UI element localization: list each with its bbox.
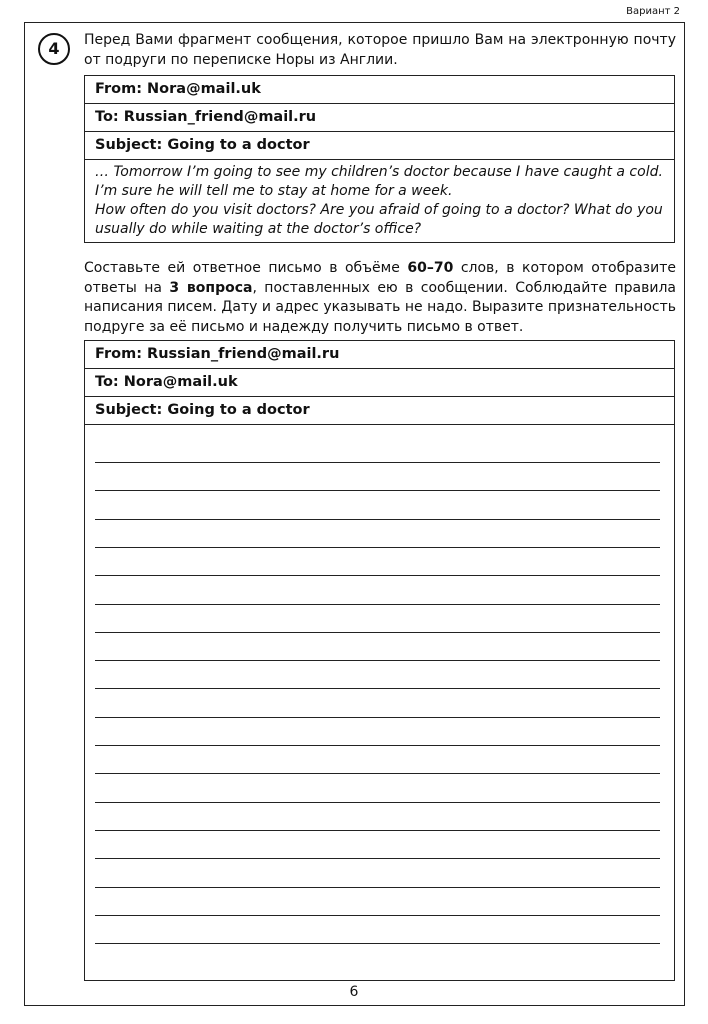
incoming-body-questions: How often do you visit doctors? Are you afraid of going to a doctor? What do you usually do while waiting at the doctor’s office? [95, 202, 663, 237]
answer-line[interactable] [95, 773, 660, 774]
answer-line[interactable] [95, 887, 660, 888]
task-number-badge: 4 [38, 33, 70, 65]
instr-part3: , поставленных ею в сообщении. Соблюдайте правила написания писем. Дату и адрес указывать не надо. Выразите признательность подруге за её письмо и надежду получить письмо в ответ. [84, 279, 676, 335]
answer-line[interactable] [95, 490, 660, 491]
answer-line[interactable] [95, 830, 660, 831]
incoming-to: To: Russian_friend@mail.ru [85, 104, 674, 132]
incoming-body [85, 160, 674, 242]
reply-from: From: Russian_friend@mail.ru [85, 341, 674, 369]
incoming-email [84, 75, 675, 243]
incoming-body-paragraph: … Tomorrow I’m going to see my children’s doctor because I have caught a cold. I’m sure he will tell me to stay at home for a week. [95, 164, 663, 199]
reply-subject: Subject: Going to a doctor [85, 397, 674, 425]
instr-question-count: 3 вопроса [169, 279, 253, 296]
instr-part1: Составьте ей ответное письмо в объёме [84, 260, 408, 276]
answer-line[interactable] [95, 858, 660, 859]
instr-part2: слов, в котором отобразите ответы на [84, 260, 676, 296]
page-number: 6 [349, 984, 359, 1000]
answer-line[interactable] [95, 943, 660, 944]
incoming-subject: Subject: Going to a doctor [85, 132, 674, 160]
answer-line[interactable] [95, 462, 660, 463]
answer-line[interactable] [95, 632, 660, 633]
answer-line[interactable] [95, 604, 660, 605]
answer-area[interactable] [85, 425, 674, 980]
answer-line[interactable] [95, 660, 660, 661]
answer-line[interactable] [95, 575, 660, 576]
task-instructions [84, 259, 676, 337]
answer-line[interactable] [95, 802, 660, 803]
answer-line[interactable] [95, 915, 660, 916]
instr-word-count: 60–70 [407, 260, 454, 276]
answer-line[interactable] [95, 745, 660, 746]
variant-label: Вариант 2 [626, 6, 680, 17]
task-intro: Перед Вами фрагмент сообщения, которое пришло Вам на электронную почту от подруги по переписке Норы из Англии. [84, 32, 676, 68]
reply-email [84, 340, 675, 981]
answer-line[interactable] [95, 519, 660, 520]
answer-line[interactable] [95, 547, 660, 548]
reply-to: To: Nora@mail.uk [85, 369, 674, 397]
answer-line[interactable] [95, 717, 660, 718]
answer-line[interactable] [95, 688, 660, 689]
incoming-from: From: Nora@mail.uk [85, 76, 674, 104]
